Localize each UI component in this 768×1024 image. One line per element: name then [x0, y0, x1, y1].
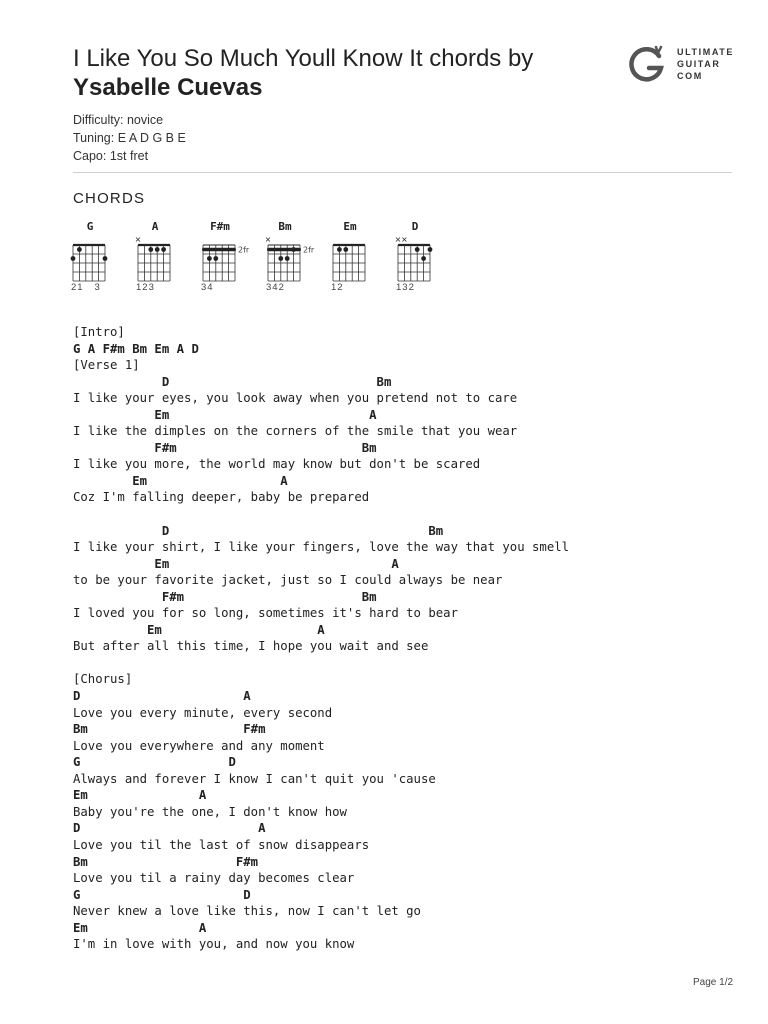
chord-name: G	[86, 220, 94, 233]
section-label: [Verse 1]	[73, 358, 140, 373]
capo: Capo: 1st fret	[73, 149, 149, 163]
chord-line[interactable]: Bm F#m	[73, 854, 259, 869]
chord-grid	[390, 216, 460, 286]
lyric-line: I like your eyes, you look away when you pretend not to care	[73, 391, 518, 406]
chord-diagram-bm[interactable]	[260, 216, 315, 298]
lyric-line: I like the dimples on the corners of the smile that you wear	[73, 424, 518, 439]
chord-line[interactable]: Em A	[73, 920, 207, 935]
chord-name: D	[411, 220, 419, 233]
chord-line[interactable]: F#m Bm	[73, 440, 377, 455]
divider	[73, 172, 732, 173]
chord-diagram-fsharpm[interactable]	[195, 216, 250, 298]
chord-diagram-d[interactable]	[390, 216, 440, 298]
svg-text:×: ×	[401, 235, 408, 244]
logo-text-line: GUITAR	[677, 59, 721, 69]
lyric-line: I'm in love with you, and now you know	[73, 937, 355, 952]
chord-fingering: 123	[136, 282, 155, 293]
svg-text:×: ×	[394, 235, 402, 244]
lyric-line	[73, 655, 753, 672]
artist-name[interactable]: Ysabelle Cuevas	[73, 74, 263, 101]
chord-fingering: 12	[331, 282, 344, 293]
lyric-line: I like you more, the world may know but don't be scared	[73, 457, 481, 472]
lyric-line: Love you til the last of snow disappears	[73, 837, 370, 852]
chord-name: Em	[343, 220, 357, 233]
chord-diagrams	[60, 216, 480, 298]
lyric-line: Love you every minute, every second	[73, 705, 333, 720]
chord-line[interactable]: G A F#m Bm Em A D	[73, 341, 199, 356]
chord-line[interactable]: D Bm	[73, 523, 444, 538]
chord-line[interactable]: F#m Bm	[73, 589, 377, 604]
lyric-line: I loved you for so long, sometimes it's hard to bear	[73, 606, 458, 621]
chord-line[interactable]: Bm F#m	[73, 722, 266, 737]
chord-grid	[65, 216, 135, 286]
song-title	[73, 44, 593, 102]
chord-name: F#m	[210, 220, 230, 233]
chord-grid	[130, 216, 200, 286]
song-meta	[73, 111, 186, 165]
lyric-line	[73, 506, 753, 523]
chord-line[interactable]: D Bm	[73, 374, 392, 389]
section-label: [Chorus]	[73, 672, 133, 687]
chord-name: Bm	[278, 220, 292, 233]
lyric-line: Never knew a love like this, now I can't let go	[73, 904, 421, 919]
difficulty: Difficulty: novice	[73, 113, 164, 127]
lyric-line: Love you til a rainy day becomes clear	[73, 871, 355, 886]
page-number: Page 1/2	[693, 977, 734, 988]
song-title-text: I Like You So Much Youll Know It chords by	[73, 45, 534, 72]
chord-line[interactable]: D A	[73, 821, 266, 836]
chord-line[interactable]: Em A	[73, 407, 377, 422]
chord-fingering: 21 3	[71, 282, 101, 293]
lyric-line: But after all this time, I hope you wait and see	[73, 639, 429, 654]
lyric-line: Baby you're the one, I don't know how	[73, 804, 347, 819]
chord-line[interactable]: D A	[73, 689, 251, 704]
section-label: [Intro]	[73, 325, 125, 339]
chord-diagram-em[interactable]	[325, 216, 375, 298]
lyric-line: Coz I'm falling deeper, baby be prepared	[73, 490, 370, 505]
chord-grid	[195, 216, 265, 286]
logo-text-line: ULTIMATE	[677, 47, 734, 57]
lyric-line: to be your favorite jacket, just so I could always be near	[73, 573, 503, 588]
chord-diagram-a[interactable]	[130, 216, 180, 298]
ultimate-guitar-logo[interactable]	[627, 44, 737, 84]
chords-heading: CHORDS	[73, 190, 146, 207]
logo-text	[677, 46, 734, 82]
chord-line[interactable]: G D	[73, 755, 236, 770]
chord-sheet	[73, 324, 753, 953]
chord-line[interactable]: Em A	[73, 473, 288, 488]
chord-line[interactable]: Em A	[73, 788, 207, 803]
svg-text:×: ×	[264, 235, 272, 244]
chord-fingering: 132	[396, 282, 415, 293]
tuning: Tuning: E A D G B E	[73, 131, 186, 145]
chord-line[interactable]: Em A	[73, 556, 399, 571]
chord-fingering: 34	[201, 282, 214, 293]
lyric-line: Love you everywhere and any moment	[73, 738, 325, 753]
chord-line[interactable]: Em A	[73, 622, 325, 637]
svg-text:2fr: 2fr	[238, 245, 250, 255]
chord-name: A	[151, 220, 159, 233]
svg-text:×: ×	[134, 235, 142, 244]
ultimate-guitar-logo-icon	[627, 44, 667, 84]
chord-grid	[325, 216, 395, 286]
lyric-line: Always and forever I know I can't quit you 'cause	[73, 771, 436, 786]
chord-diagram-g[interactable]	[65, 216, 115, 298]
lyric-line: I like your shirt, I like your fingers, love the way that you smell	[73, 540, 570, 555]
chord-line[interactable]: G D	[73, 887, 251, 902]
svg-text:2fr: 2fr	[303, 245, 315, 255]
logo-text-line: COM	[677, 71, 703, 81]
chord-fingering: 342	[266, 282, 285, 293]
chord-grid	[260, 216, 330, 286]
